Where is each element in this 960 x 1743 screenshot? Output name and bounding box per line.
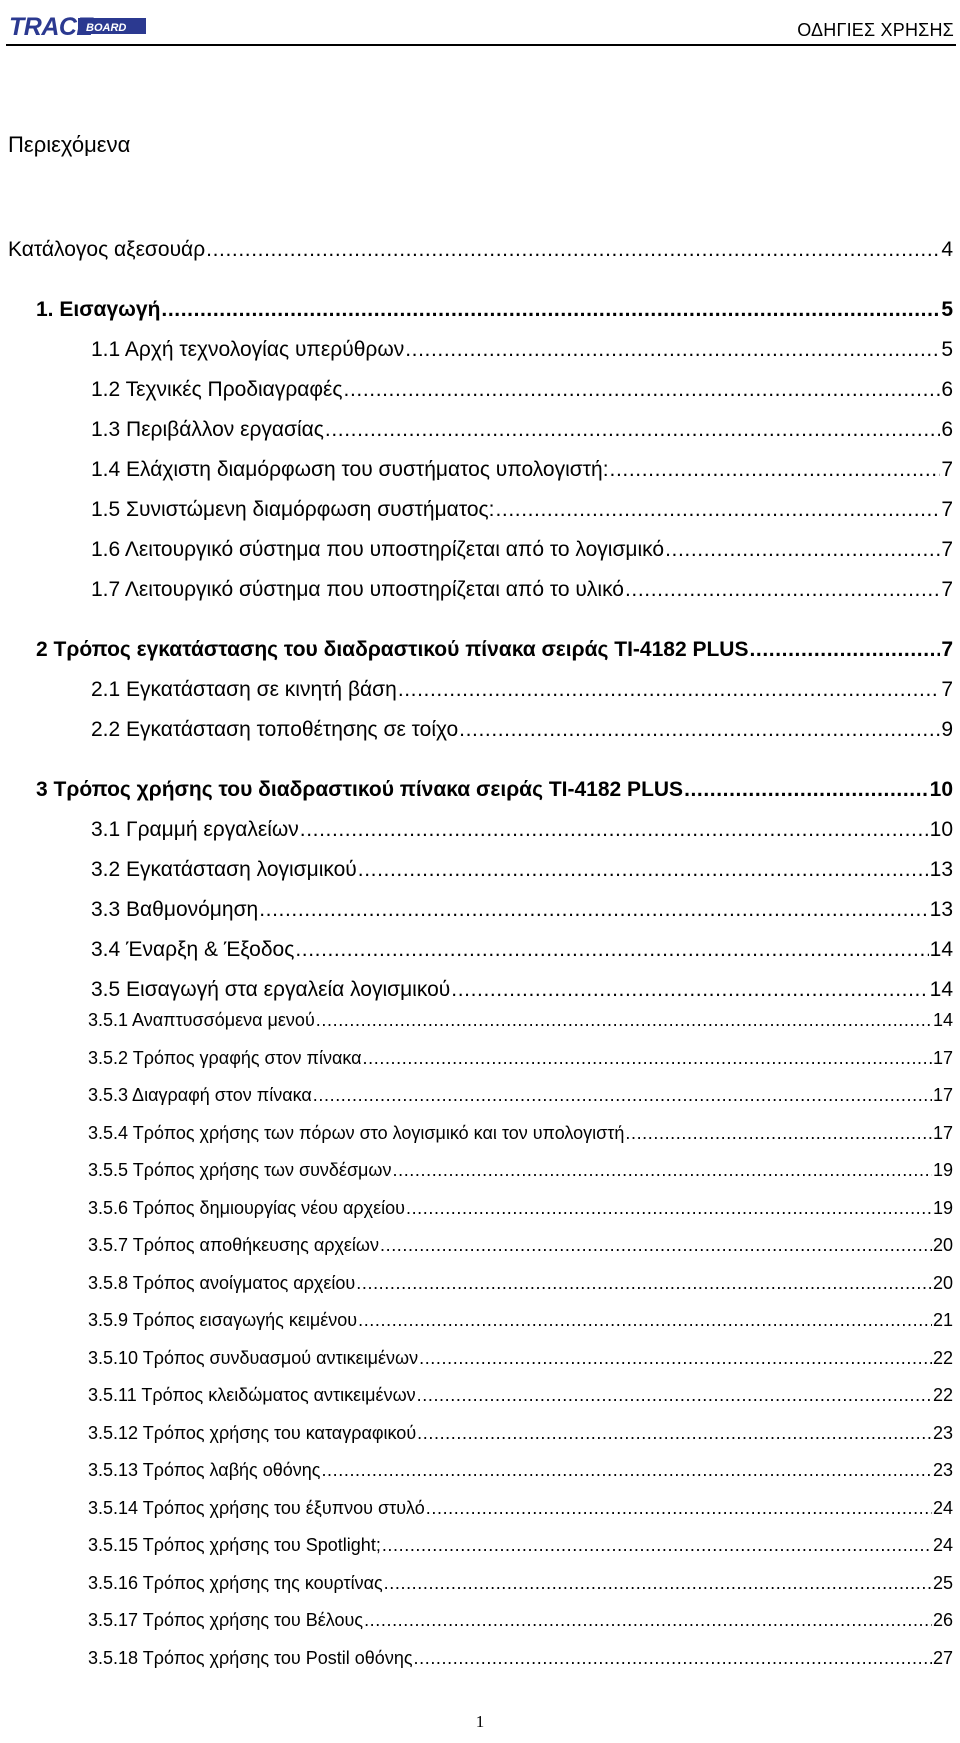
toc-entry-page: 17: [932, 1047, 953, 1068]
dot-leader: [417, 1385, 932, 1406]
toc-entry-page: 4: [941, 238, 953, 261]
page-number: 1: [475, 1712, 485, 1731]
toc-entry[interactable]: [91, 418, 953, 442]
toc-entry[interactable]: [88, 1573, 953, 1594]
dot-leader: [316, 1010, 932, 1031]
toc-entry-label: 3.2 Εγκατάσταση λογισμικού: [91, 858, 357, 881]
logo-board-text: BOARD: [86, 22, 127, 34]
toc-entry[interactable]: [91, 578, 953, 602]
toc-entry[interactable]: [91, 978, 953, 1002]
dot-leader: [451, 978, 928, 1002]
toc-entry-page: 14: [929, 978, 953, 1001]
toc-entry-page: 5: [941, 338, 953, 361]
toc-entry[interactable]: [88, 1610, 953, 1631]
toc-entry[interactable]: [88, 1085, 953, 1106]
toc-entry[interactable]: [91, 538, 953, 562]
toc-entry-label: 1.7 Λειτουργικό σύστημα που υποστηρίζεται από το υλικό: [91, 578, 624, 601]
dot-leader: [610, 458, 941, 482]
toc-entry-page: 22: [932, 1347, 953, 1368]
toc-entry-page: 19: [932, 1197, 953, 1218]
toc-entry[interactable]: [88, 1273, 953, 1294]
toc-entry-page: 13: [929, 898, 953, 921]
toc-entry-label: Κατάλογος αξεσουάρ: [8, 238, 206, 261]
toc-entry-page: 17: [932, 1085, 953, 1105]
toc-entry-page: 23: [932, 1422, 953, 1443]
toc-entry[interactable]: [88, 1198, 953, 1219]
toc-entry-page: 26: [932, 1610, 953, 1630]
toc-entry[interactable]: [91, 678, 953, 702]
toc-entry-label: 3 Τρόπος χρήσης του διαδραστικού πίνακα σειράς TI-4182 PLUS: [36, 778, 684, 801]
dot-leader: [358, 1310, 932, 1331]
toc-entry-page: 25: [932, 1572, 953, 1593]
toc-entry[interactable]: [88, 1535, 953, 1556]
toc-entry-page: 17: [932, 1122, 953, 1143]
dot-leader: [749, 638, 940, 662]
toc-entry[interactable]: [88, 1048, 953, 1069]
toc-entry-page: 7: [941, 578, 953, 601]
toc-entry-page: 9: [941, 718, 953, 741]
toc-entry-page: 14: [932, 1010, 953, 1030]
toc-entry-page: 10: [929, 818, 953, 841]
document-title: ΟΔΗΓΙΕΣ ΧΡΗΣΗΣ: [797, 20, 954, 40]
dot-leader: [384, 1573, 932, 1594]
toc-entry-page: 7: [941, 458, 953, 481]
toc-entry-label: 1.6 Λειτουργικό σύστημα που υποστηρίζεται από το λογισμικό: [91, 538, 665, 561]
dot-leader: [206, 238, 940, 262]
toc-entry[interactable]: [91, 898, 953, 922]
toc-entry-label: 1.2 Τεχνικές Προδιαγραφές: [91, 378, 343, 401]
toc-entry-label: 3.5.6 Τρόπος δημιουργίας νέου αρχείου: [88, 1197, 405, 1218]
toc-entry-page: 6: [941, 378, 953, 401]
toc-entry-label: 1.1 Αρχή τεχνολογίας υπερύθρων: [91, 338, 405, 361]
toc-entry-page: 21: [932, 1310, 953, 1330]
dot-leader: [684, 778, 929, 802]
toc-entry-page: 10: [929, 778, 953, 801]
toc-entry[interactable]: [36, 638, 953, 662]
toc-entry-label: 1.3 Περιβάλλον εργασίας: [91, 418, 324, 441]
toc-entry[interactable]: [91, 378, 953, 402]
toc-entry-page: 7: [941, 678, 953, 701]
toc-entry-page: 19: [932, 1160, 953, 1180]
dot-leader: [406, 1198, 932, 1219]
logo-trace-text: TRACE: [9, 13, 93, 40]
toc-entry-label: 3.5 Εισαγωγή στα εργαλεία λογισμικού: [91, 978, 451, 1001]
toc-entry-page: 22: [932, 1385, 953, 1405]
toc-entry-label: 3.5.15 Τρόπος χρήσης του Spotlight;: [88, 1535, 381, 1555]
toc-entry[interactable]: [8, 238, 953, 262]
toc-entry[interactable]: [88, 1423, 953, 1444]
toc-entry-label: 1. Εισαγωγή: [36, 298, 161, 321]
toc-entry[interactable]: [88, 1498, 953, 1519]
toc-entry-page: 6: [941, 418, 953, 441]
toc-entry-label: 2.1 Εγκατάσταση σε κινητή βάση: [91, 678, 397, 701]
toc-entry-label: 3.5.16 Τρόπος χρήσης της κουρτίνας: [88, 1572, 383, 1593]
dot-leader: [382, 1535, 932, 1556]
dot-leader: [363, 1048, 932, 1069]
toc-entry-label: 2.2 Εγκατάσταση τοποθέτησης σε τοίχο: [91, 718, 459, 741]
toc-entry-page: 13: [929, 858, 953, 881]
toc-entry-label: 3.5.11 Τρόπος κλειδώματος αντικειμένων: [88, 1385, 416, 1405]
toc-entry[interactable]: [91, 818, 953, 842]
toc-entry-label: 3.5.14 Τρόπος χρήσης του έξυπνου στυλό: [88, 1497, 425, 1518]
toc-entry-label: 3.5.17 Τρόπος χρήσης του Βέλους: [88, 1610, 364, 1630]
toc-entry[interactable]: [88, 1310, 953, 1331]
toc-entry-page: 14: [929, 938, 953, 961]
dot-leader: [414, 1648, 932, 1669]
dot-leader: [300, 818, 929, 842]
dot-leader: [398, 678, 941, 702]
toc-entry-label: 3.5.3 Διαγραφή στον πίνακα: [88, 1085, 312, 1105]
dot-leader: [417, 1423, 932, 1444]
toc-entry[interactable]: [91, 498, 953, 522]
toc-entry[interactable]: [88, 1348, 953, 1369]
toc-entry[interactable]: [88, 1460, 953, 1481]
toc-entry-label: 3.5.10 Τρόπος συνδυασμού αντικειμένων: [88, 1347, 419, 1368]
dot-leader: [405, 338, 940, 362]
toc-entry[interactable]: [88, 1648, 953, 1669]
toc-entry-label: 3.5.12 Τρόπος χρήσης του καταγραφικού: [88, 1422, 417, 1443]
toc-entry-label: 3.5.4 Τρόπος χρήσης των πόρων στο λογισμικό και τον υπολογιστή: [88, 1122, 625, 1143]
toc-entry-label: 3.5.7 Τρόπος αποθήκευσης αρχείων: [88, 1235, 379, 1255]
toc-entry-label: 1.5 Συνιστώμενη διαμόρφωση συστήματος:: [91, 498, 495, 521]
toc-entry-label: 3.3 Βαθμονόμηση: [91, 898, 259, 921]
toc-entry-label: 3.5.18 Τρόπος χρήσης του Postil οθόνης: [88, 1647, 413, 1668]
dot-leader: [356, 1273, 932, 1294]
toc-entry-page: 24: [932, 1535, 953, 1555]
toc-entry-page: 20: [932, 1235, 953, 1255]
toc-entry[interactable]: [88, 1235, 953, 1256]
toc-entry[interactable]: [91, 338, 953, 362]
toc-entry-label: 3.5.8 Τρόπος ανοίγματος αρχείου: [88, 1272, 356, 1293]
toc-entry-label: 2 Τρόπος εγκατάστασης του διαδραστικού πίνακα σειράς TI-4182 PLUS: [36, 638, 749, 661]
dot-leader: [321, 1460, 932, 1481]
toc-entry-page: 7: [941, 498, 953, 521]
toc-entry-page: 27: [932, 1647, 953, 1668]
dot-leader: [364, 1610, 932, 1631]
toc-entry-page: 23: [932, 1460, 953, 1480]
dot-leader: [495, 498, 940, 522]
dot-leader: [459, 718, 940, 742]
toc-entry[interactable]: [91, 858, 953, 882]
toc-entry[interactable]: [88, 1010, 953, 1031]
toc-entry-label: 1.4 Ελάχιστη διαμόρφωση του συστήματος υπολογιστή:: [91, 458, 609, 481]
dot-leader: [665, 538, 940, 562]
dot-leader: [419, 1348, 932, 1369]
toc-entry[interactable]: [88, 1123, 953, 1144]
dot-leader: [393, 1160, 932, 1181]
toc-entry-label: 3.5.1 Αναπτυσσόμενα μενού: [88, 1010, 315, 1030]
toc-entry[interactable]: [91, 458, 953, 482]
toc-entry[interactable]: [88, 1385, 953, 1406]
toc-entry[interactable]: [91, 938, 953, 962]
toc-entry-label: 3.5.9 Τρόπος εισαγωγής κειμένου: [88, 1310, 358, 1330]
toc-entry-label: 3.4 Έναρξη & Έξοδος: [91, 938, 295, 961]
dot-leader: [625, 1123, 932, 1144]
toc-entry[interactable]: [91, 718, 953, 742]
toc-entry-page: 24: [932, 1497, 953, 1518]
toc-entry-label: 3.5.5 Τρόπος χρήσης των συνδέσμων: [88, 1160, 392, 1180]
toc-entry-page: 7: [941, 538, 953, 561]
toc-entry-page: 20: [932, 1272, 953, 1293]
dot-leader: [161, 298, 940, 322]
toc-entry[interactable]: [88, 1160, 953, 1181]
toc-title: Περιεχόμενα: [8, 132, 131, 157]
toc-entry-label: 3.1 Γραμμή εργαλείων: [91, 818, 299, 841]
dot-leader: [426, 1498, 932, 1519]
toc-entry-label: 3.5.13 Τρόπος λαβής οθόνης: [88, 1460, 321, 1480]
toc-entry[interactable]: [36, 298, 953, 322]
dot-leader: [325, 418, 940, 442]
dot-leader: [344, 378, 941, 402]
dot-leader: [313, 1085, 932, 1106]
dot-leader: [380, 1235, 932, 1256]
toc-entry-label: 3.5.2 Τρόπος γραφής στον πίνακα: [88, 1047, 362, 1068]
toc-entry-page: 7: [941, 638, 953, 661]
dot-leader: [295, 938, 928, 962]
dot-leader: [259, 898, 928, 922]
dot-leader: [358, 858, 929, 882]
dot-leader: [625, 578, 940, 602]
toc-entry-page: 5: [941, 298, 953, 321]
toc-entry[interactable]: [36, 778, 953, 802]
